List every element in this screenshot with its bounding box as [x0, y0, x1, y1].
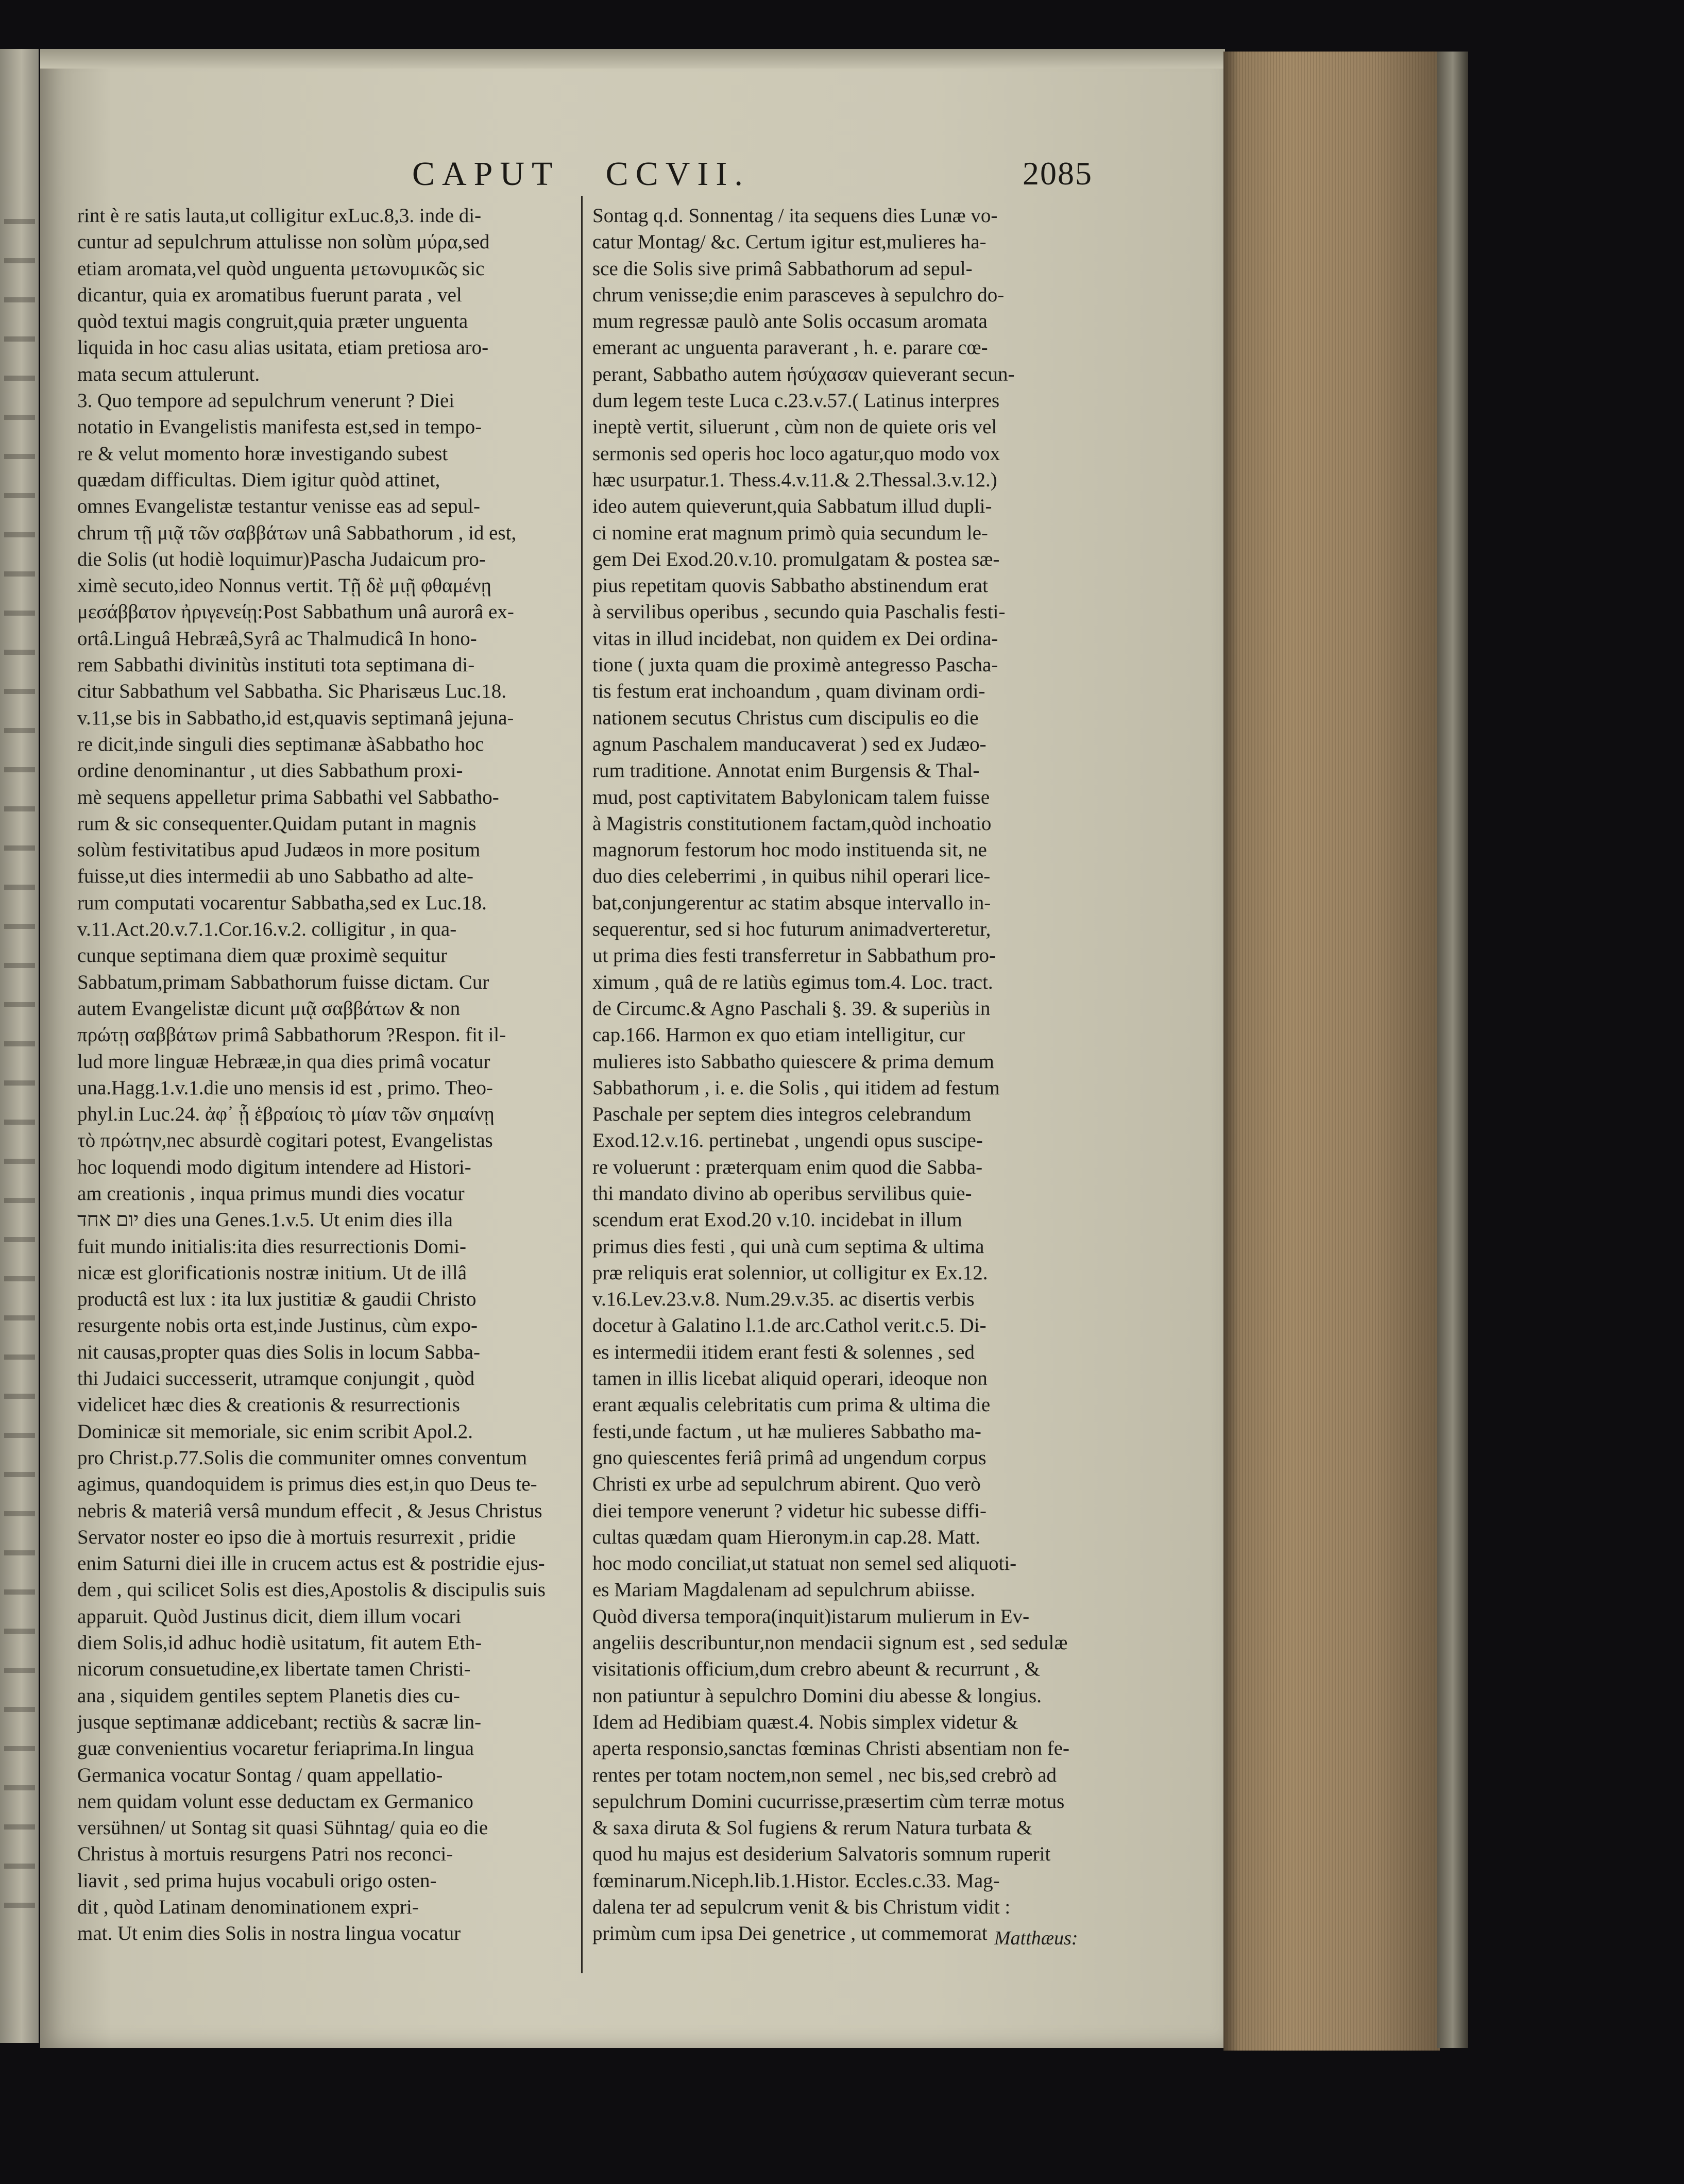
text-line: ortâ.Linguâ Hebræâ,Syrâ ac Thalmudicâ In hono-: [77, 627, 477, 650]
text-line: mum regressæ paulò ante Solis occasum aromata: [592, 310, 988, 333]
text-line: sce die Solis sive primâ Sabbathorum ad sepul-: [592, 257, 973, 280]
text-line: re & velut momento horæ investigando subest: [77, 442, 448, 465]
text-line: erant æqualis celebritatis cum prima & ultima die: [592, 1394, 991, 1416]
text-line: fœminarum.Niceph.lib.1.Histor. Eccles.c.33. Mag-: [592, 1869, 1000, 1892]
text-line: sermonis sed operis hoc loco agatur,quo modo vox: [592, 442, 1000, 465]
text-line: v.16.Lev.23.v.8. Num.29.v.35. ac disertis verbis: [592, 1288, 975, 1311]
text-line: scendum erat Exod.20 v.10. incidebat in illum: [592, 1209, 962, 1231]
text-line: rentes per totam noctem,non semel , nec bis,sed crebrò ad: [592, 1764, 1057, 1786]
text-line: hæc usurpatur.1. Thess.4.v.11.& 2.Thessal.3.v.12.): [592, 468, 997, 491]
text-line: Sontag q.d. Sonnentag / ita sequens dies Lunæ vo-: [592, 205, 998, 227]
text-line: guæ convenientius vocaretur feriaprima.In lingua: [77, 1737, 474, 1760]
text-line: gem Dei Exod.20.v.10. promulgatam & postea sæ-: [592, 548, 1000, 570]
page-number: 2085: [1023, 155, 1093, 192]
text-line: Christus à mortuis resurgens Patri nos reconci-: [77, 1843, 453, 1866]
text-line: apparuit. Quòd Justinus dicit, diem illum vocari: [77, 1605, 462, 1628]
text-line: pius repetitam quovis Sabbatho abstinendum erat: [592, 574, 988, 597]
text-line: nem quidam volunt esse deductam ex Germanico: [77, 1790, 473, 1813]
text-line: bat,conjungerentur ac statim absque intervallo in-: [592, 891, 991, 914]
text-line: festi,unde factum , ut hæ mulieres Sabbatho ma-: [592, 1420, 981, 1443]
text-line: diei tempore venerunt ? videtur hic subesse diffi-: [592, 1499, 986, 1522]
text-line: videlicet hæc dies & creationis & resurrectionis: [77, 1394, 460, 1416]
text-line: à Magistris constitutionem factam,quòd inchoatio: [592, 812, 992, 835]
left-text-column: [77, 202, 577, 1947]
text-line: ximum , quâ de re latiùs egimus tom.4. Loc. tract.: [592, 971, 993, 993]
text-line: emerant ac unguenta paraverant , h. e. parare cœ-: [592, 336, 988, 359]
text-line: μεσάββατον ἠριγενείῃ:Post Sabbathum unâ aurorâ ex-: [77, 601, 514, 623]
text-line: citur Sabbathum vel Sabbatha. Sic Pharisæus Luc.18.: [77, 680, 506, 703]
right-text-column: [592, 202, 1102, 1947]
text-line: πρώτῃ σαββάτων primâ Sabbathorum ?Respon. fit il-: [77, 1024, 506, 1046]
text-line: rum computati vocarentur Sabbatha,sed ex Luc.18.: [77, 891, 487, 914]
text-line: tamen in illis licebat aliquid operari, ideoque non: [592, 1367, 988, 1390]
text-line: vitas in illud incidebat, non quidem ex Dei ordina-: [592, 627, 998, 650]
column-rule: [581, 196, 583, 1973]
text-line: nicorum consuetudine,ex libertate tamen Christi-: [77, 1658, 471, 1681]
text-line: autem Evangelistæ dicunt μιᾷ σαββάτων & non: [77, 997, 461, 1020]
catchword: Matthæus:: [994, 1927, 1078, 1949]
text-line: præ reliquis erat solennior, ut colligitur ex Ex.12.: [592, 1261, 988, 1284]
book-fore-edge: [1223, 52, 1440, 2051]
text-line: cap.166. Harmon ex quo etiam intelligitur, cur: [592, 1024, 965, 1046]
text-line: es Mariam Magdalenam ad sepulchrum abiisse.: [592, 1579, 975, 1601]
text-line: mè sequens appelletur prima Sabbathi vel Sabbatho-: [77, 786, 499, 808]
text-line: nationem secutus Christus cum discipulis eo die: [592, 706, 979, 729]
text-line: de Circumc.& Agno Paschali §. 39. & superiùs in: [592, 997, 991, 1020]
text-line: liquida in hoc casu alias usitata, etiam pretiosa aro-: [77, 336, 489, 359]
text-line: Exod.12.v.16. pertinebat , ungendi opus suscipe-: [592, 1129, 983, 1152]
text-line: Servator noster eo ipso die à mortuis resurrexit , pridie: [77, 1526, 516, 1548]
text-line: à servilibus operibus , secundo quia Paschalis festi-: [592, 601, 1006, 623]
text-line: cultas quædam quam Hieronym.in cap.28. Matt.: [592, 1526, 980, 1548]
text-line: dalena ter ad sepulcrum venit & bis Christum vidit :: [592, 1896, 1011, 1918]
text-line: es intermedii itidem erant festi & solennes , sed: [592, 1341, 975, 1363]
page-top-edge: [40, 49, 1225, 69]
text-line: rint è re satis lauta,ut colligitur exLuc.8,3. inde di-: [77, 205, 482, 227]
text-line: thi mandato divino ab operibus servilibus quie-: [592, 1182, 972, 1205]
text-line: nebris & materiâ versâ mundum effecit , & Jesus Christus: [77, 1499, 542, 1522]
text-line: ximè secuto,ideo Nonnus vertit. Τῇ δὲ μιῇ φθαμένῃ: [77, 574, 491, 597]
text-line: productâ est lux : ita lux justitiæ & gaudii Christo: [77, 1288, 477, 1311]
text-line: mulieres isto Sabbatho quiescere & prima demum: [592, 1050, 994, 1073]
text-line: Christi ex urbe ad sepulchrum abirent. Quo verò: [592, 1473, 981, 1496]
text-line: fuit mundo initialis:ita dies resurrectionis Domi-: [77, 1235, 466, 1258]
text-line: chrum venisse;die enim parasceves à sepulchro do-: [592, 283, 1005, 306]
text-line: nicæ est glorificationis nostræ initium. Ut de illâ: [77, 1261, 467, 1284]
text-line: tione ( juxta quam die proximè antegresso Pascha-: [592, 654, 998, 676]
text-line: Sabbathorum , i. e. die Solis , qui itidem ad festum: [592, 1076, 1000, 1099]
text-line: τὸ πρώτην,nec absurdè cogitari potest, Evangelistas: [77, 1129, 493, 1152]
text-line: versühnen/ ut Sontag sit quasi Sühntag/ quia eo die: [77, 1817, 488, 1839]
text-line: Idem ad Hedibiam quæst.4. Nobis simplex videtur &: [592, 1711, 1018, 1733]
text-line: dicantur, quia ex aromatibus fuerunt parata , vel: [77, 283, 462, 306]
text-line: solùm festivitatibus apud Judæos in more positum: [77, 839, 481, 861]
text-line: ineptè vertit, siluerunt , cùm non de quiete oris vel: [592, 416, 997, 438]
text-line: duo dies celeberrimi , in quibus nihil operari lice-: [592, 865, 991, 888]
text-line: catur Montag/ &c. Certum igitur est,mulieres ha-: [592, 231, 986, 253]
text-line: magnorum festorum hoc modo instituenda sit, ne: [592, 839, 987, 861]
text-line: ci nomine erat magnum primò quia secundum le-: [592, 521, 988, 544]
text-line: agnum Paschalem manducaverat ) sed ex Judæo-: [592, 733, 986, 755]
text-line: Paschale per septem dies integros celebrandum: [592, 1103, 972, 1126]
text-line: pro Christ.p.77.Solis die communiter omnes conventum: [77, 1446, 528, 1469]
text-line: notatio in Evangelistis manifesta est,sed in tempo-: [77, 416, 482, 438]
text-line: diem Solis,id adhuc hodiè usitatum, fit autem Eth-: [77, 1632, 482, 1654]
text-line: 3. Quo tempore ad sepulchrum venerunt ? Diei: [77, 390, 455, 412]
text-line: tis festum erat inchoandum , quam divinam ordi-: [592, 680, 985, 703]
left-page-text-fragment: [4, 219, 35, 1919]
text-line: die Solis (ut hodiè loquimur)Pascha Judaicum pro-: [77, 548, 486, 570]
text-line: quod hu majus est desiderium Salvatoris somnum ruperit: [592, 1843, 1051, 1866]
text-line: docetur à Galatino l.1.de arc.Cathol verit.c.5. Di-: [592, 1314, 986, 1337]
text-line: una.Hagg.1.v.1.die uno mensis id est , primo. Theo-: [77, 1076, 493, 1099]
text-line: mud, post captivitatem Babylonicam talem fuisse: [592, 786, 990, 808]
text-line: visitationis officium,dum crebro abeunt & recurrunt , &: [592, 1658, 1040, 1681]
text-line: thi Judaici successerit, utramque conjungit , quòd: [77, 1367, 475, 1390]
text-line: sequerentur, sed si hoc futurum animadverteretur,: [592, 918, 991, 941]
text-line: quòd textui magis congruit,quia præter unguenta: [77, 310, 468, 333]
text-line: rum & sic consequenter.Quidam putant in magnis: [77, 812, 477, 835]
text-line: am creationis , inqua primus mundi dies vocatur: [77, 1182, 465, 1205]
text-line: lud more linguæ Hebrææ,in qua dies primâ vocatur: [77, 1050, 490, 1073]
text-line: rem Sabbathi divinitùs instituti tota septimana di-: [77, 654, 475, 676]
text-line: cunque septimana diem quæ proximè sequitur: [77, 944, 448, 967]
text-line: re voluerunt : præterquam enim quod die Sabba-: [592, 1156, 983, 1178]
text-line: ana , siquidem gentiles septem Planetis dies cu-: [77, 1684, 460, 1707]
text-line: mat. Ut enim dies Solis in nostra lingua vocatur: [77, 1922, 461, 1945]
text-line: Germanica vocatur Sontag / quam appellatio-: [77, 1764, 443, 1786]
text-line: agimus, quandoquidem is primus dies est,in quo Deus te-: [77, 1473, 537, 1496]
text-line: quædam difficultas. Diem igitur quòd attinet,: [77, 468, 440, 491]
text-line: ut prima dies festi transferretur in Sabbathum pro-: [592, 944, 996, 967]
text-line: rum traditione. Annotat enim Burgensis & Thal-: [592, 759, 980, 782]
running-head: CAPUT CCVII.: [412, 155, 750, 193]
text-line: hoc loquendi modo digitum intendere ad Histori-: [77, 1156, 471, 1178]
text-line: enim Saturni diei ille in crucem actus est & postridie ejus-: [77, 1552, 545, 1575]
text-line: primùm cum ipsa Dei genetrice , ut commemorat: [592, 1922, 988, 1945]
text-line: ordine denominantur , ut dies Sabbathum proxi-: [77, 759, 463, 782]
text-line: chrum τῇ μιᾷ τῶν σαββάτων unâ Sabbathorum , id est,: [77, 521, 517, 544]
text-line: v.11,se bis in Sabbatho,id est,quavis septimanâ jejuna-: [77, 706, 514, 729]
text-line: sepulchrum Domini cucurrisse,præsertim cùm terræ motus: [592, 1790, 1065, 1813]
text-line: dit , quòd Latinam denominationem expri-: [77, 1896, 419, 1918]
text-line: re dicit,inde singuli dies septimanæ àSabbatho hoc: [77, 733, 484, 755]
fore-edge-shadow: [1223, 52, 1239, 2051]
text-line: jusque septimanæ addicebant; rectiùs & sacræ lin-: [77, 1711, 482, 1733]
text-line: cuntur ad sepulchrum attulisse non solùm μύρα,sed: [77, 231, 490, 253]
book-cover-edge: [1437, 52, 1468, 2048]
text-line: dem , qui scilicet Solis est dies,Apostolis & discipulis suis: [77, 1579, 546, 1601]
left-page-edge: [0, 49, 39, 2043]
text-line: resurgente nobis orta est,inde Justinus, cùm expo-: [77, 1314, 478, 1337]
text-line: non patiuntur à sepulchro Domini diu abesse & longius.: [592, 1684, 1042, 1707]
text-line: hoc modo conciliat,ut statuat non semel sed aliquoti-: [592, 1552, 1017, 1575]
text-line: mata secum attulerunt.: [77, 363, 260, 385]
text-line: aperta responsio,sanctas fœminas Christi absentiam non fe-: [592, 1737, 1070, 1760]
text-line: dum legem teste Luca c.23.v.57.( Latinus interpres: [592, 390, 1000, 412]
text-line: Sabbatum,primam Sabbathorum fuisse dictam. Cur: [77, 971, 489, 993]
text-line: Dominicæ sit memoriale, sic enim scribit Apol.2.: [77, 1420, 473, 1443]
text-line: v.11.Act.20.v.7.1.Cor.16.v.2. colligitur , in qua-: [77, 918, 457, 941]
text-line: omnes Evangelistæ testantur venisse eas ad sepul-: [77, 495, 480, 518]
text-line: gno quiescentes feriâ primâ ad ungendum corpus: [592, 1446, 986, 1469]
text-line: יום אחד dies una Genes.1.v.5. Ut enim dies illa: [77, 1209, 453, 1231]
text-line: primus dies festi , qui unà cum septima & ultima: [592, 1235, 984, 1258]
text-line: fuisse,ut dies intermedii ab uno Sabbatho ad alte-: [77, 865, 473, 888]
text-line: nit causas,propter quas dies Solis in locum Sabba-: [77, 1341, 481, 1363]
text-line: ideo autem quieverunt,quia Sabbatum illud dupli-: [592, 495, 992, 518]
text-line: & saxa diruta & Sol fugiens & rerum Natura turbata &: [592, 1817, 1032, 1839]
text-line: perant, Sabbatho autem ἡσύχασαν quieverant secun-: [592, 363, 1015, 385]
text-line: liavit , sed prima hujus vocabuli origo osten-: [77, 1869, 437, 1892]
text-line: etiam aromata,vel quòd unguenta μετωνυμικῶς sic: [77, 257, 485, 280]
text-line: angeliis describuntur,non mendacii signum est , sed sedulæ: [592, 1632, 1068, 1654]
text-line: Quòd diversa tempora(inquit)istarum mulierum in Ev-: [592, 1605, 1030, 1628]
text-line: phyl.in Luc.24. ἀφ᾽ ᾗ ἑβραίοις τὸ μίαν τῶν σημαίνῃ: [77, 1103, 495, 1126]
